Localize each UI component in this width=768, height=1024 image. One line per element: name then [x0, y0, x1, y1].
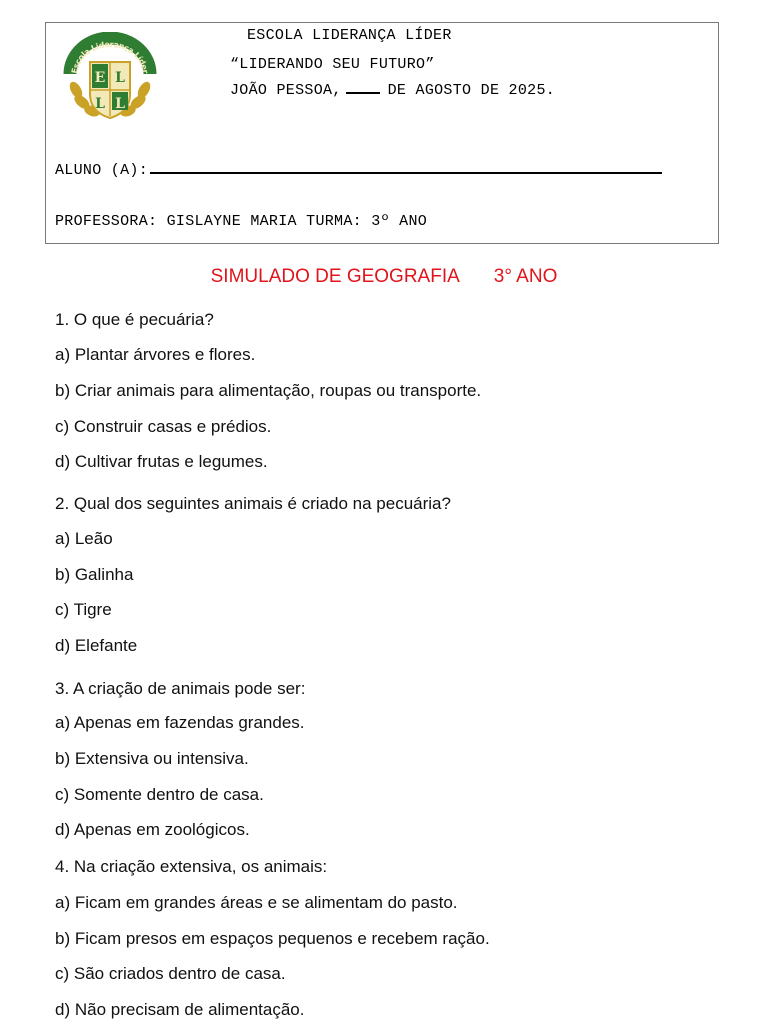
question-prompt: 3. A criação de animais pode ser:: [55, 679, 306, 698]
school-name: ESCOLA LIDERANÇA LÍDER: [247, 27, 452, 44]
answer-option: d) Apenas em zoológicos.: [55, 820, 250, 839]
student-name-blank[interactable]: [150, 171, 662, 174]
answer-option: b) Galinha: [55, 565, 134, 584]
answer-option: a) Apenas em fazendas grandes.: [55, 713, 305, 732]
answer-option: c) Somente dentro de casa.: [55, 785, 264, 804]
answer-option: a) Leão: [55, 529, 113, 548]
answer-option: a) Ficam em grandes áreas e se alimentam do pasto.: [55, 893, 458, 912]
exam-grade: 3° ANO: [493, 266, 558, 287]
question-prompt: 4. Na criação extensiva, os animais:: [55, 857, 328, 876]
school-logo-icon: [62, 32, 158, 122]
logo-letter: L: [95, 96, 105, 112]
question-prompt: 1. O que é pecuária?: [55, 310, 214, 329]
logo-letter: L: [115, 96, 125, 112]
answer-option: b) Criar animais para alimentação, roupas ou transporte.: [55, 381, 482, 400]
school-motto: “LIDERANDO SEU FUTURO”: [230, 56, 435, 73]
answer-option: d) Cultivar frutas e legumes.: [55, 452, 268, 471]
answer-option: a) Plantar árvores e flores.: [55, 345, 256, 364]
student-name-line: [55, 162, 662, 179]
school-header: [45, 22, 719, 244]
question-prompt: 2. Qual dos seguintes animais é criado na pecuária?: [55, 494, 451, 513]
answer-option: d) Não precisam de alimentação.: [55, 1000, 305, 1019]
exam-title: [0, 266, 768, 288]
logo-letter: E: [94, 70, 106, 86]
teacher-line: PROFESSORA: GISLAYNE MARIA TURMA: 3º ANO: [55, 213, 428, 230]
answer-option: b) Ficam presos em espaços pequenos e recebem ração.: [55, 929, 490, 948]
answer-option: b) Extensiva ou intensiva.: [55, 749, 249, 768]
answer-option: c) Construir casas e prédios.: [55, 417, 272, 436]
date-city: JOÃO PESSOA,: [230, 82, 342, 99]
date-rest: DE AGOSTO DE 2025.: [387, 82, 556, 99]
logo-arc-text: Escola Liderança Líder: [70, 39, 150, 75]
answer-option: c) Tigre: [55, 600, 112, 619]
logo-letter: L: [115, 70, 125, 86]
day-blank[interactable]: [346, 91, 380, 94]
student-label: ALUNO (A):: [55, 162, 149, 179]
exam-subject: SIMULADO DE GEOGRAFIA: [210, 266, 460, 287]
answer-option: d) Elefante: [55, 636, 138, 655]
date-line: [230, 82, 555, 99]
answer-option: c) São criados dentro de casa.: [55, 964, 286, 983]
